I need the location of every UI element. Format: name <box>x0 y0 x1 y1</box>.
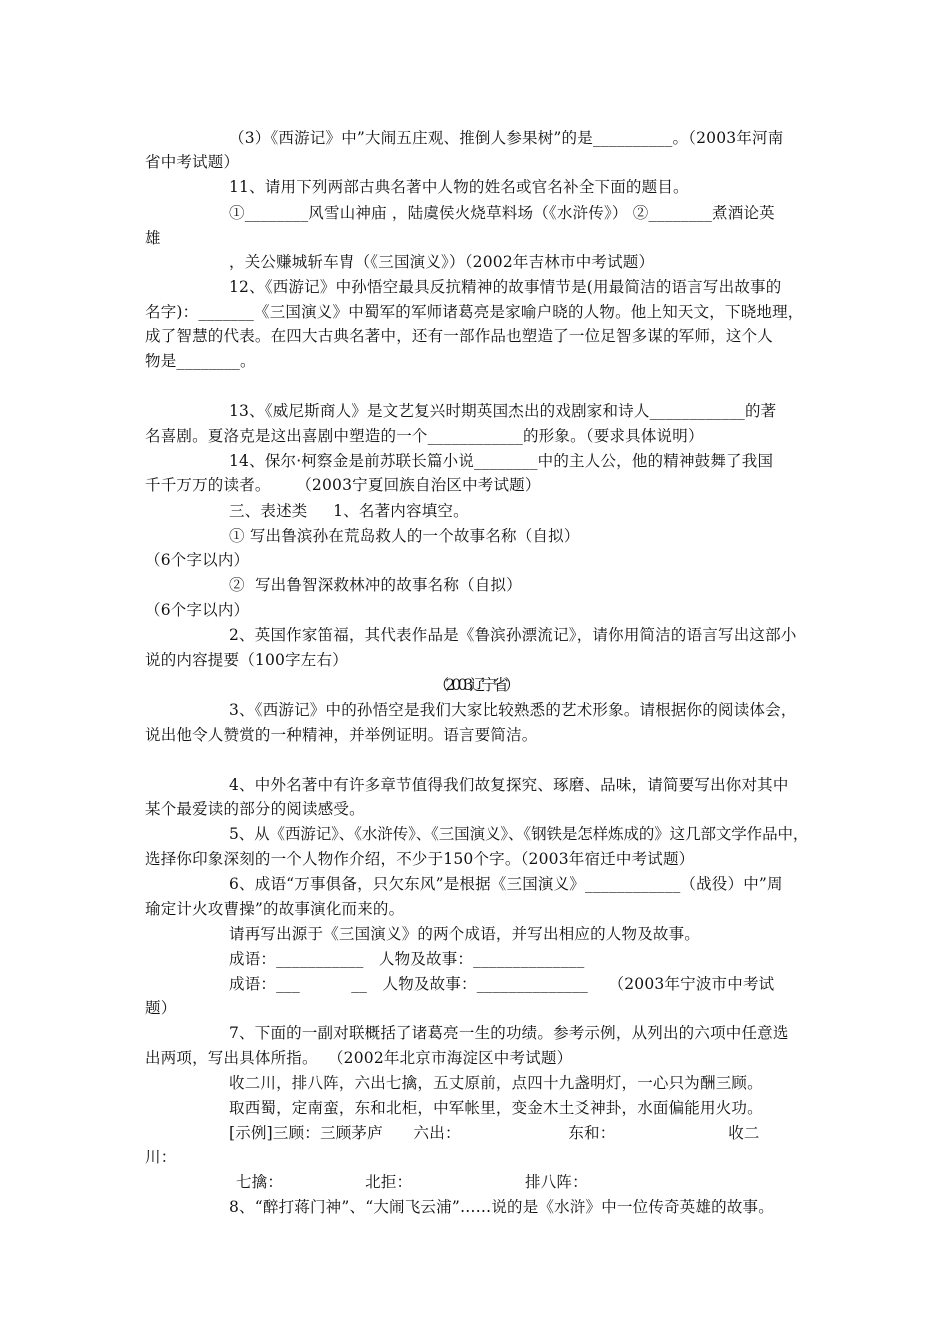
text-line: ② 写出鲁智深救林冲的故事名称（自拟） <box>229 576 522 594</box>
text-line: 选择你印象深刻的一个人物作介绍，不少于150个字。（2003年宿迁中考试题） <box>145 850 695 868</box>
text-line: 三、表述类 1、名著内容填空。 <box>229 502 469 520</box>
text-line: 雄 <box>145 229 161 247</box>
text-line: ① 写出鲁滨孙在荒岛救人的一个故事名称（自拟） <box>229 527 580 545</box>
text-line: 12、《西游记》中孙悟空最具反抗精神的故事情节是(用最简洁的语言写出故事的 <box>229 278 782 296</box>
text-line: （3）《西游记》中”大闹五庄观、推倒人参果树”的是__________。（2003年河南 <box>229 129 784 147</box>
text-line: 说出他令人赞赏的一种精神，并举例证明。语言要简洁。 <box>145 726 538 744</box>
text-line: 11、请用下列两部古典名著中人物的姓名或官名补全下面的题目。 <box>229 178 689 196</box>
text-line: 13、《威尼斯商人》是文艺复兴时期英国杰出的戏剧家和诗人____________的著 <box>229 402 777 420</box>
text-line: 题） <box>145 999 177 1017</box>
text-line: 某个最爱读的部分的阅读感受。 <box>145 800 365 818</box>
text-line: 2、英国作家笛福，其代表作品是《鲁滨孙漂流记》，请你用简洁的语言写出这部小 <box>229 626 797 644</box>
text-line: 瑜定计火攻曹操”的故事演化而来的。 <box>145 900 405 918</box>
text-line: 4、中外名著中有许多章节值得我们故复探究、琢磨、品味，请简要写出你对其中 <box>229 776 789 794</box>
text-line: 取西蜀，定南蛮，东和北柜，中军帐里，变金木土爻神卦，水面偏能用火功。 <box>229 1099 763 1117</box>
text-line: 物是________。 <box>145 352 256 370</box>
text-line: 说的内容提要（100字左右） <box>145 651 348 669</box>
text-line: 14、保尔·柯察金是前苏联长篇小说________中的主人公，他的精神鼓舞了我国 <box>229 452 774 470</box>
text-line: 七擒： 北拒： 排八阵： <box>236 1173 588 1191</box>
text-line: 7、下面的一副对联概括了诸葛亮一生的功绩。参考示例，从列出的六项中任意选 <box>229 1024 789 1042</box>
text-line: 成语：___________ 人物及故事：______________ <box>229 950 585 968</box>
text-line: 请再写出源于《三国演义》的两个成语，并写出相应的人物及故事。 <box>229 925 701 943</box>
text-line: 川： <box>145 1148 177 1166</box>
text-line: 3、《西游记》中的孙悟空是我们大家比较熟悉的艺术形象。请根据你的阅读体会， <box>229 701 797 719</box>
text-line: 出两项，写出具体所指。 （2002年北京市海淀区中考试题） <box>145 1049 573 1067</box>
text-line: （2003辽宁省） <box>433 676 517 694</box>
text-line: [示例]三顾：三顾茅庐 六出： 东和： 收二 <box>229 1124 760 1142</box>
text-line: 名喜剧。夏洛克是这出喜剧中塑造的一个____________的形象。（要求具体说明） <box>145 427 704 445</box>
text-line: （6个字以内） <box>145 601 250 619</box>
text-line: 5、从《西游记》、《水浒传》、《三国演义》、《钢铁是怎样炼成的》这几部文学作品中， <box>229 825 809 843</box>
text-line: ，关公赚城斩车胄（《三国演义》）（2002年吉林市中考试题） <box>229 253 655 271</box>
text-line: （6个字以内） <box>145 551 250 569</box>
text-line: 6、成语“万事俱备，只欠东风”是根据《三国演义》____________（战役）中”周 <box>229 875 783 893</box>
text-line: ①________风雪山神庙 ，陆虞侯火烧草料场（《水浒传》） ②________煮酒论英 <box>229 204 775 222</box>
text-line: 千千万万的读者。 （2003宁夏回族自治区中考试题） <box>145 476 541 494</box>
text-line: 成语：___ __ 人物及故事：______________ （2003年宁波市中考试 <box>229 975 775 993</box>
text-line: 名字)：_______《三国演义》中蜀军的军师诸葛亮是家喻户晓的人物。他上知天文，下晓地理， <box>145 303 804 321</box>
text-line: 成了智慧的代表。在四大古典名著中，还有一部作品也塑造了一位足智多谋的军师，这个人 <box>145 327 774 345</box>
text-line: 省中考试题） <box>145 153 240 171</box>
text-line: 收二川，排八阵，六出七擒，五丈原前，点四十九盏明灯，一心只为酬三顾。 <box>229 1074 763 1092</box>
text-line: 8、“醉打蒋门神”、“大闹飞云浦”……说的是《水浒》中一位传奇英雄的故事。 <box>229 1198 774 1216</box>
